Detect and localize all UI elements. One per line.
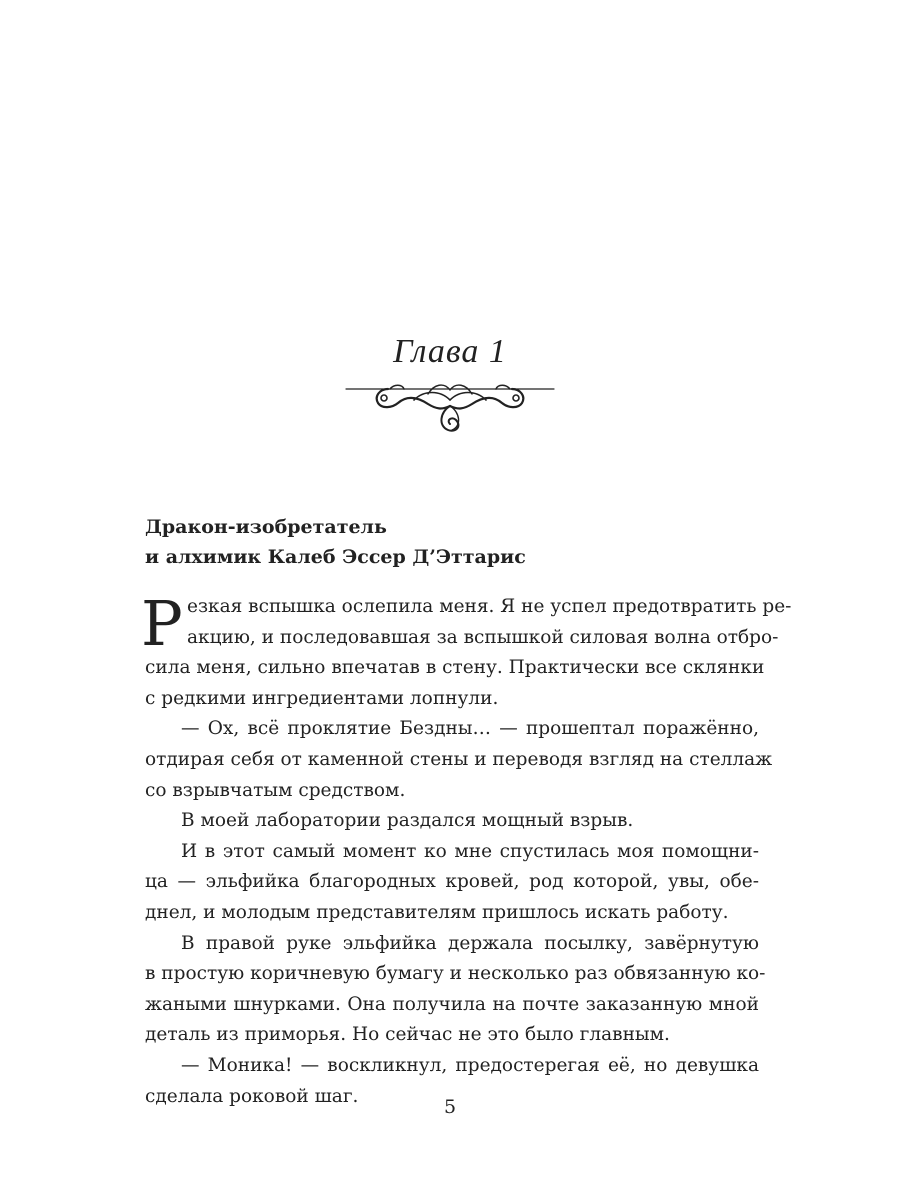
text-line: сделала роковой шаг. (145, 1085, 359, 1107)
chapter-title: Глава 1 (393, 333, 507, 370)
text-line: В моей лаборатории раздался мощный взрыв. (181, 810, 634, 832)
text-line: — Ох, всё проклятие Бездны… — прошептал поражённо, (181, 718, 759, 740)
subtitle-line: и алхимик Калеб Эссер Д’Эттарис (145, 546, 526, 568)
page-number: 5 (443, 1096, 457, 1118)
text-line: с редкими ингредиентами лопнули. (145, 687, 499, 709)
body-text (141, 587, 792, 1112)
flourish-divider-icon (344, 376, 556, 438)
text-line: И в этот самый момент ко мне спустилась моя помощни- (181, 840, 759, 862)
text-line: езкая вспышка ослепила меня. Я не успел предотвратить ре- (187, 596, 792, 617)
text-line: — Моника! — воскликнул, предостерегая её, но девушка (181, 1054, 759, 1076)
text-line: сила меня, сильно впечатав в стену. Практически все склянки (145, 657, 765, 679)
text-line: ца — эльфийка благородных кровей, род которой, увы, обе- (145, 871, 759, 893)
text-line: днел, и молодым представителям пришлось искать работу. (145, 901, 729, 923)
text-line: деталь из приморья. Но сейчас не это было главным. (145, 1024, 670, 1046)
text-line: в простую коричневую бумагу и несколько раз обвязанную ко- (145, 963, 766, 985)
text-line: В правой руке эльфийка держала посылку, завёрнутую (181, 932, 759, 954)
text-line: отдирая себя от каменной стены и переводя взгляд на стеллаж (145, 748, 773, 770)
text-line: акцию, и последовавшая за вспышкой силовая волна отбро- (187, 626, 779, 648)
drop-cap: Р (141, 587, 183, 660)
text-line: жаными шнурками. Она получила на почте заказанную мной (145, 993, 759, 1015)
subtitle-line: Дракон-изобретатель (145, 516, 387, 538)
text-line: со взрывчатым средством. (145, 779, 406, 801)
chapter-subtitle (145, 512, 765, 572)
